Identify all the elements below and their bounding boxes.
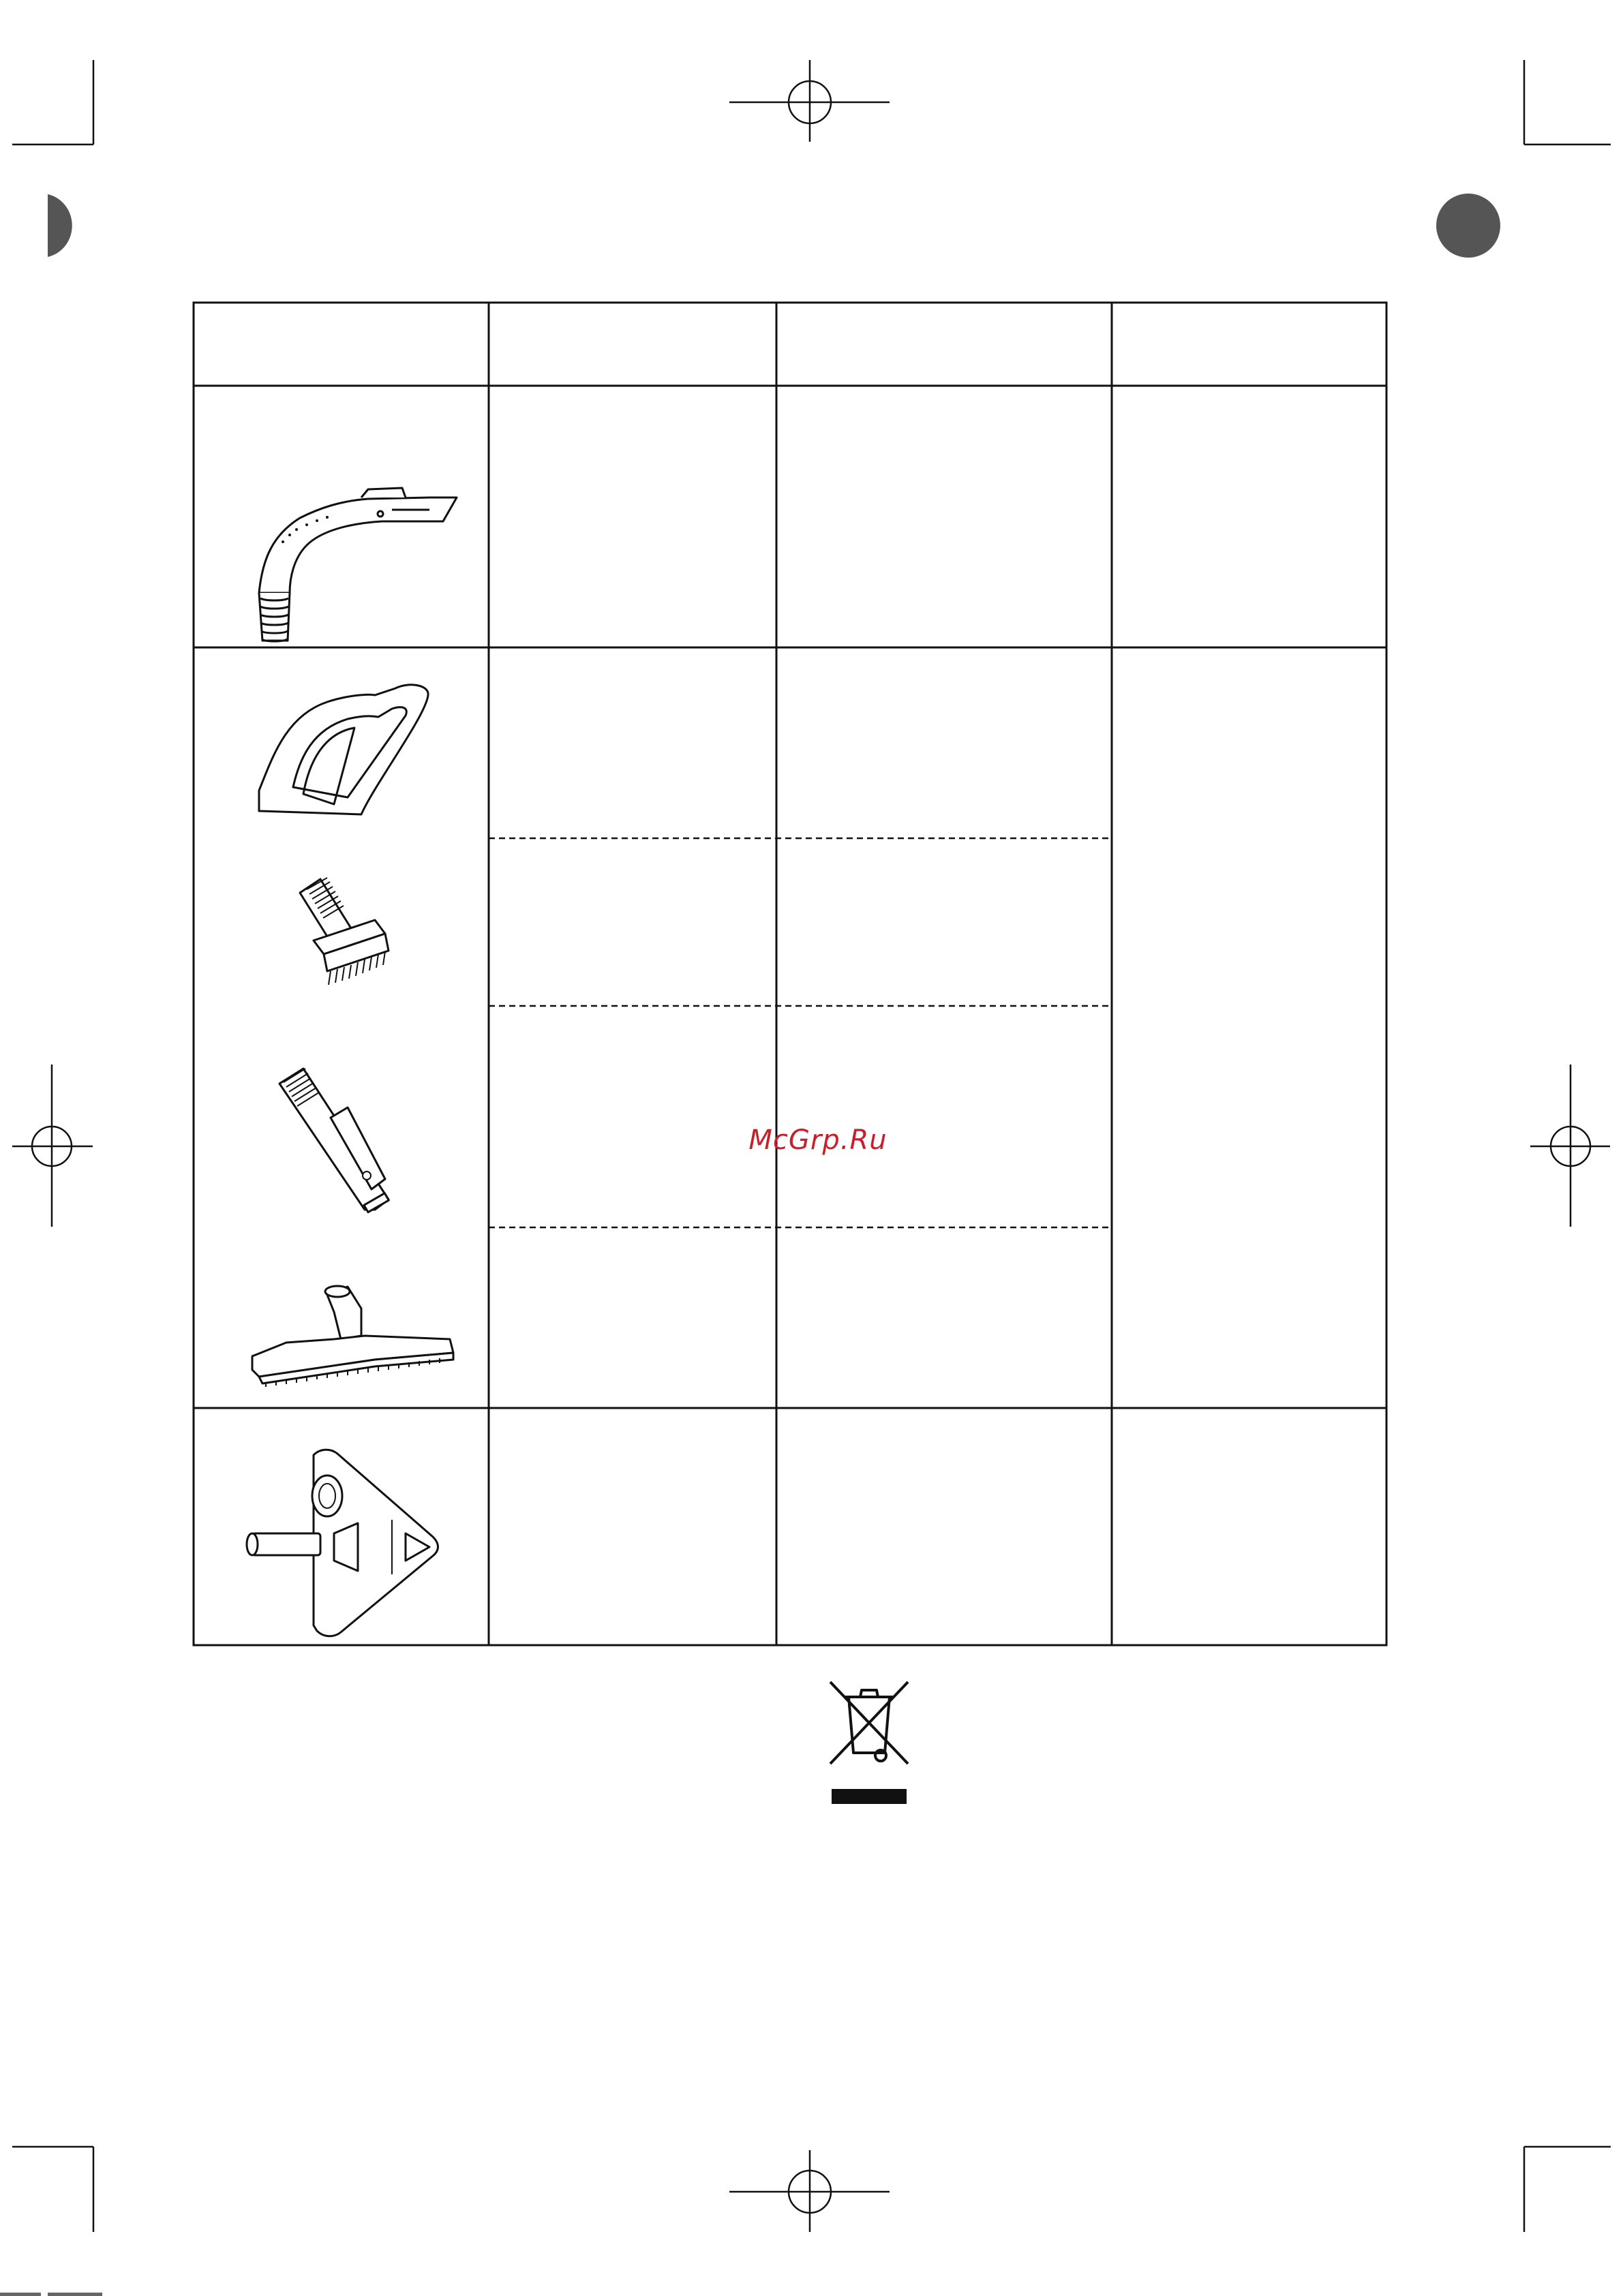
accessory-holder-icon xyxy=(245,675,436,825)
triangular-nozzle-icon xyxy=(239,1448,443,1639)
hose-handle-icon xyxy=(225,477,470,647)
crossed-out-wheelie-bin-icon xyxy=(825,1677,913,1813)
crevice-tool-icon xyxy=(273,1063,409,1220)
parquet-brush-icon xyxy=(245,1281,457,1390)
watermark-text: McGrp.Ru xyxy=(748,1124,888,1156)
upholstery-brush-icon xyxy=(286,872,395,988)
